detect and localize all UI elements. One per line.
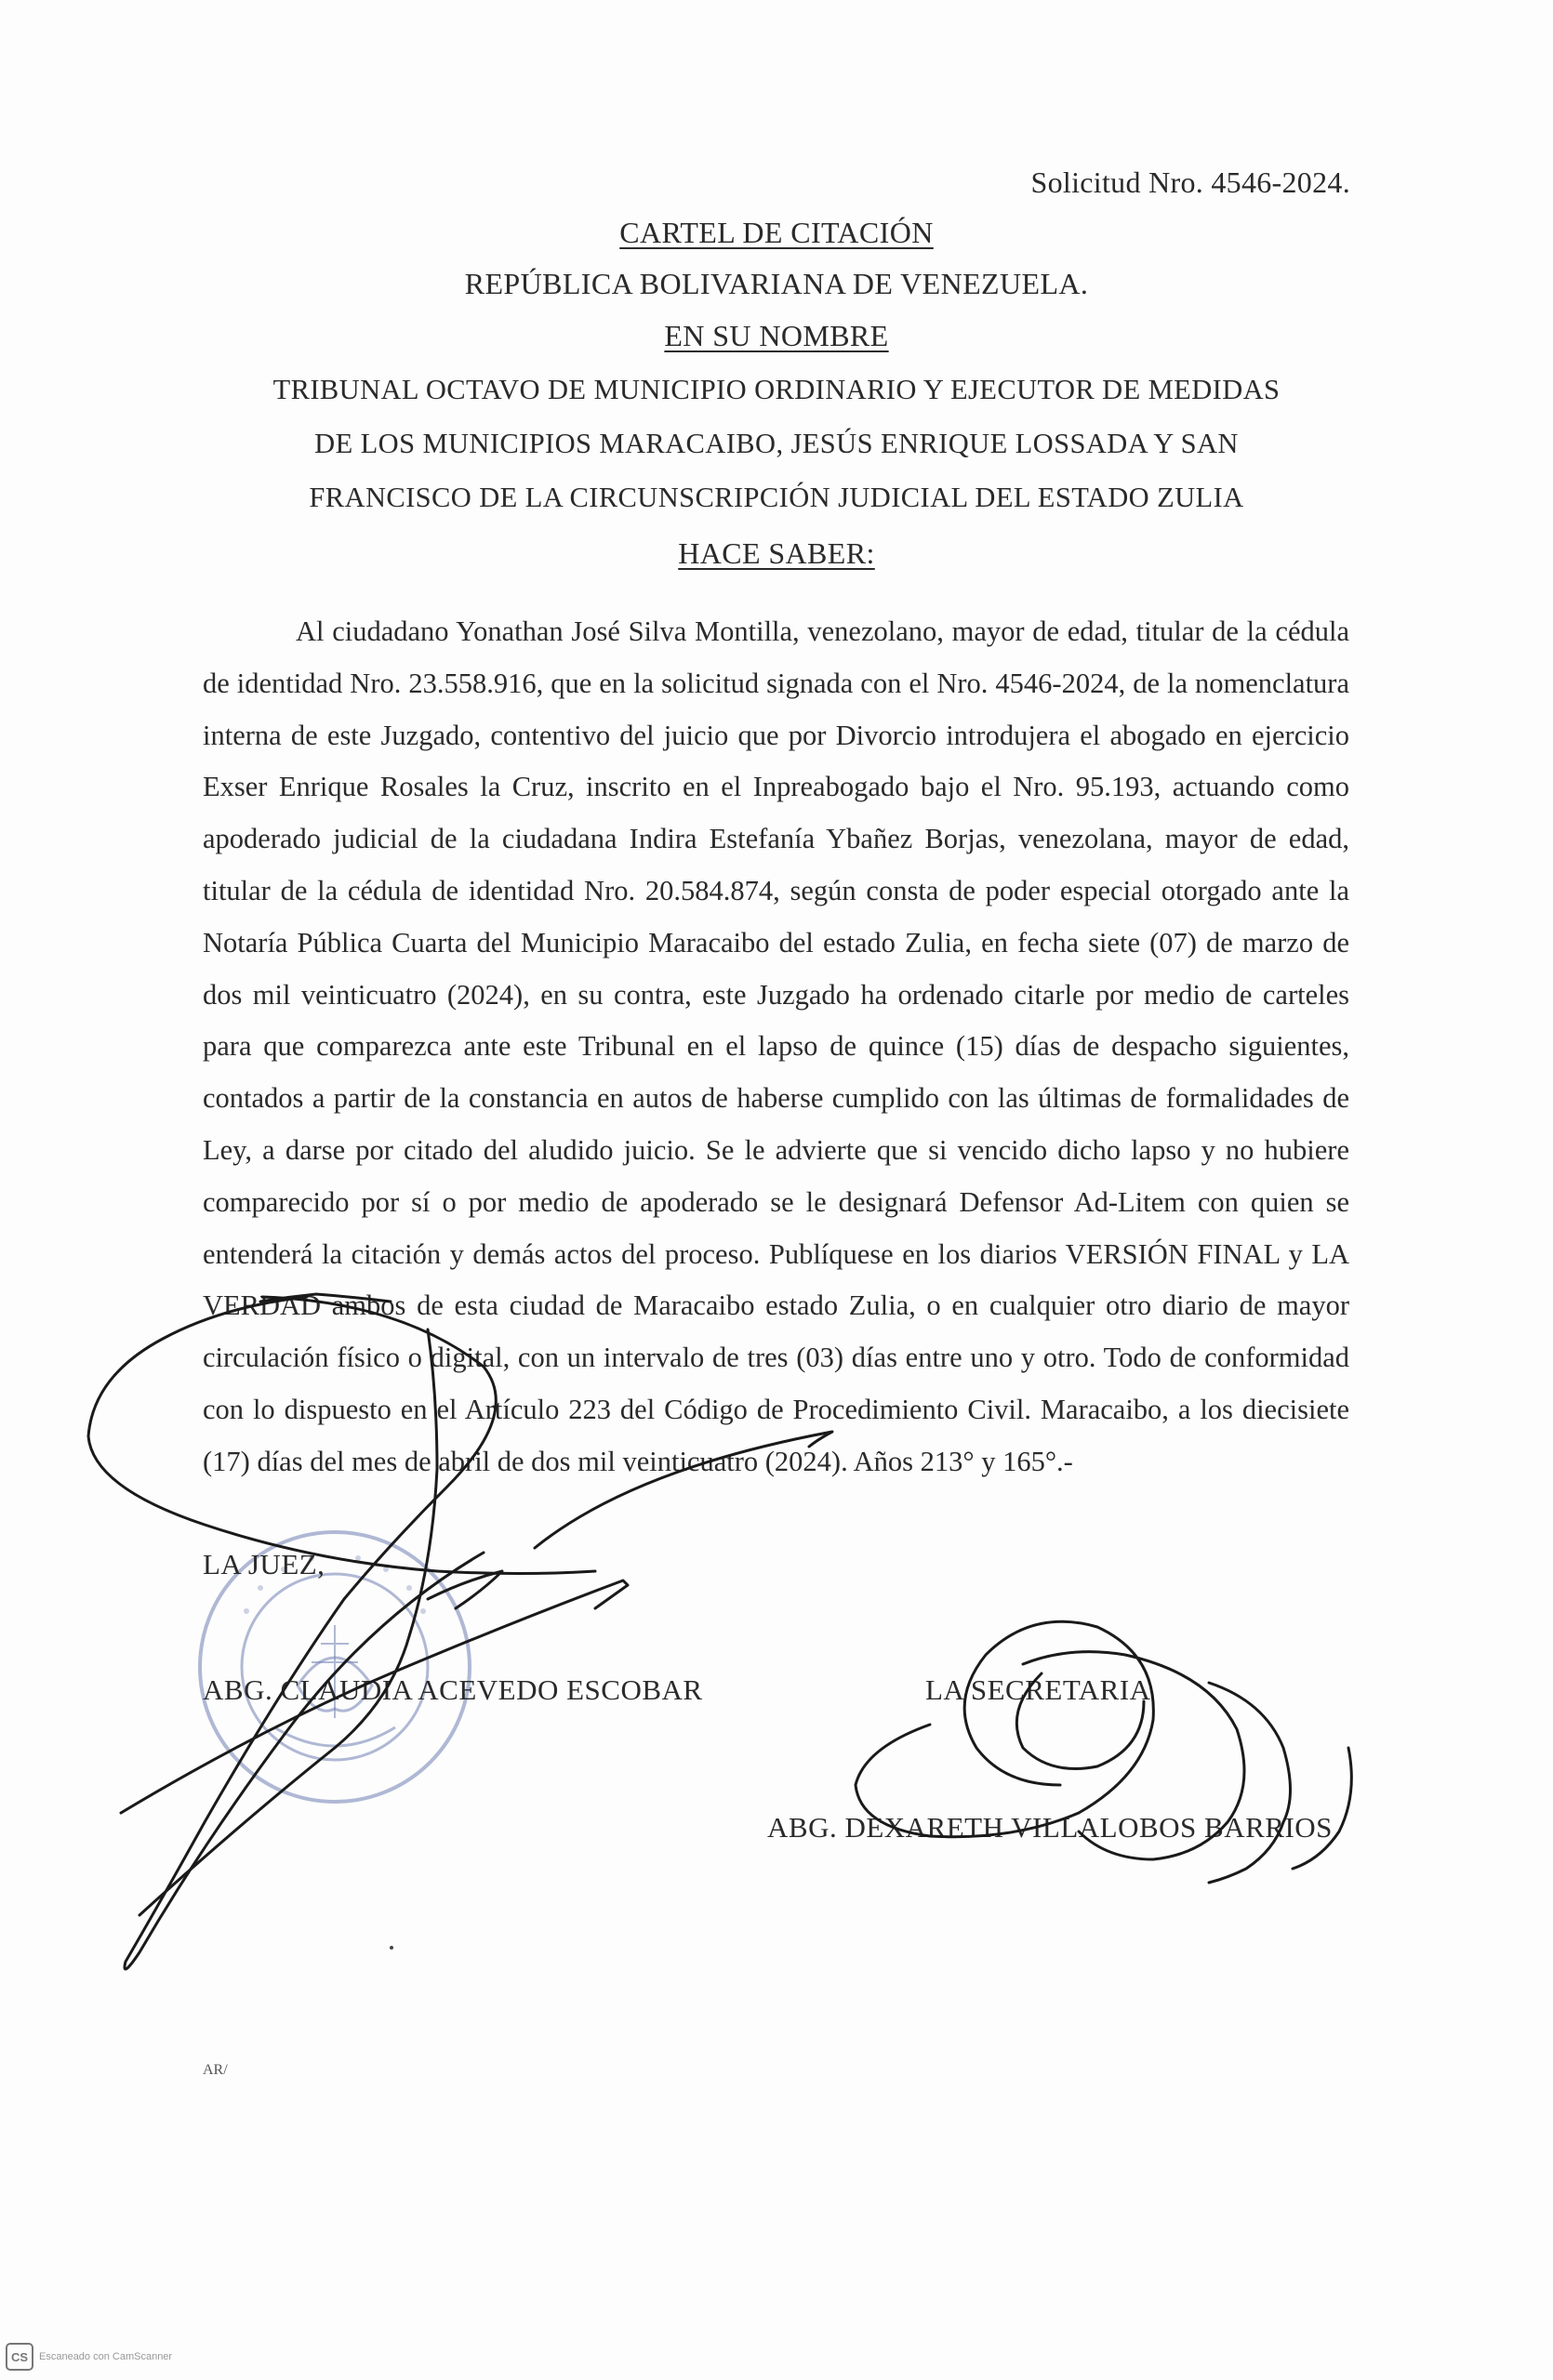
request-number: Solicitud Nro. 4546-2024. [1030,165,1350,199]
judge-name: ABG. CLAUDIA ACEVEDO ESCOBAR [203,1673,703,1706]
secretary-signature-stroke-4 [1293,1748,1351,1869]
camscanner-logo-icon: CS [6,2343,33,2371]
citation-body-paragraph: Al ciudadano Yonathan José Silva Montilla, venezolano, mayor de edad, titular de la cédula de identidad Nro. 23.558.916, que en la solicitud signada con el Nro. 4546-2024, de la nomenclatura interna de este Juzgado, contentivo del juicio que por Divorcio introdujera el abogado en ejercicio Exser Enrique Rosales la Cruz, inscrito en el Inpreabogado bajo el Nro. 95.193, actuando como apoderado judicial de la ciudadana Indira Estefanía Ybañez Borjas, venezolana, mayor de edad, titular de la cédula de identidad Nro. 20.584.874, según consta de poder especial otorgado ante la Notaría Pública Cuarta del Municipio Maracaibo del estado Zulia, en fecha siete (07) de marzo de dos mil veinticuatro (2024), en su contra, este Juzgado ha ordenado citarle por medio de carteles para que comparezca ante este Tribunal en el lapso de quince (15) días de despacho siguientes, contados a partir de la constancia en autos de haberse cumplido con las últimas de formalidades de Ley, a darse por citado del aludido juicio. Se le advierte que si vencido dicho lapso y no hubiere comparecido por sí o por medio de apoderado se le designará Defensor Ad-Litem con quien se entenderá la citación y demás actos del proceso. Publíquese en los diarios VERSIÓN FINAL y LA VERDAD ambos de esta ciudad de Maracaibo estado Zulia, o en cualquier otro diario de mayor circulación físico o digital, con un intervalo de tres (03) días entre uno y otro. Todo de conformidad con lo dispuesto en el Artículo 223 del Código de Procedimiento Civil. Maracaibo, a los diecisiete (17) días del mes de abril de dos mil veinticuatro (2024). Años 213° y 165°.- [203,615,1349,1477]
republic-line: REPÚBLICA BOLIVARIANA DE VENEZUELA. [464,267,1089,300]
scanner-caption: Escaneado con CamScanner [39,2351,173,2362]
secretary-name: ABG. DEXARETH VILLALOBOS BARRIOS [767,1811,1333,1844]
typist-initials: AR/ [203,2062,228,2078]
ink-dot [390,1946,393,1950]
hace-saber-heading: HACE SABER: [678,536,875,570]
tribunal-line-3: FRANCISCO DE LA CIRCUNSCRIPCIÓN JUDICIAL DEL ESTADO ZULIA [309,482,1244,513]
secretary-signature-stroke-3 [1209,1683,1291,1883]
secretary-role-label: LA SECRETARIA [925,1673,1151,1706]
scanner-watermark [6,2343,172,2371]
judge-role-label: LA JUEZ, [203,1548,325,1580]
en-su-nombre-line: EN SU NOMBRE [664,319,889,352]
document-title: CARTEL DE CITACIÓN [619,216,934,249]
tribunal-line-2: DE LOS MUNICIPIOS MARACAIBO, JESÚS ENRIQUE LOSSADA Y SAN [314,428,1239,459]
tribunal-line-1: TRIBUNAL OCTAVO DE MUNICIPIO ORDINARIO Y EJECUTOR DE MEDIDAS [272,374,1281,405]
secretary-signature-stroke-1 [856,1621,1153,1836]
